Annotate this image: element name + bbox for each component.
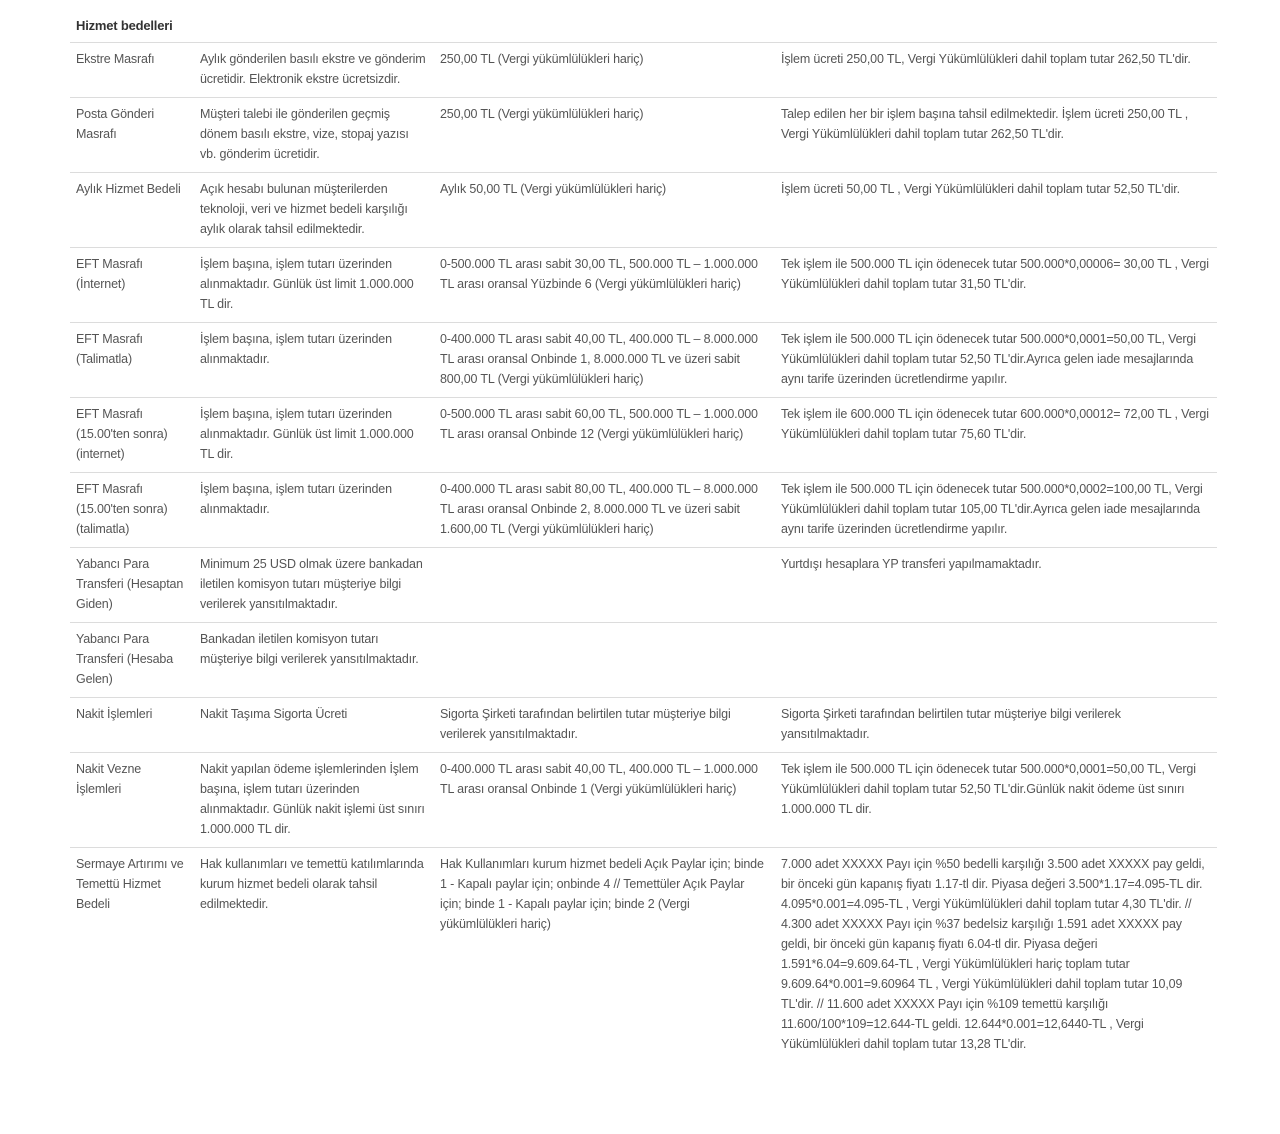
table-row — [70, 43, 1217, 98]
fee-section — [70, 8, 1217, 1062]
service-name-cell: EFT Masrafı (15.00'ten sonra) (internet) — [70, 398, 194, 473]
service-name-cell: EFT Masrafı (İnternet) — [70, 248, 194, 323]
fee-amount-cell: 0-400.000 TL arası sabit 80,00 TL, 400.000 TL – 8.000.000 TL arası oransal Onbinde 2, 8.000.000 TL ve üzeri sabit 1.600,00 TL (Vergi yükümlülükleri hariç) — [434, 473, 775, 548]
service-description-cell: Açık hesabı bulunan müşterilerden teknoloji, veri ve hizmet bedeli karşılığı aylık olarak tahsil edilmektedir. — [194, 173, 434, 248]
fee-example-cell: Sigorta Şirketi tarafından belirtilen tutar müşteriye bilgi verilerek yansıtılmaktadır. — [775, 698, 1217, 753]
table-row — [70, 623, 1217, 698]
fee-example-cell: Talep edilen her bir işlem başına tahsil edilmektedir. İşlem ücreti 250,00 TL , Vergi Yükümlülükleri dahil toplam tutar 262,50 TL'dir. — [775, 98, 1217, 173]
fee-amount-cell: Aylık 50,00 TL (Vergi yükümlülükleri hariç) — [434, 173, 775, 248]
fee-example-cell: İşlem ücreti 250,00 TL, Vergi Yükümlülükleri dahil toplam tutar 262,50 TL'dir. — [775, 43, 1217, 98]
service-name-cell: EFT Masrafı (15.00'ten sonra) (talimatla) — [70, 473, 194, 548]
fee-amount-cell: 250,00 TL (Vergi yükümlülükleri hariç) — [434, 98, 775, 173]
service-description-cell: Hak kullanımları ve temettü katılımlarında kurum hizmet bedeli olarak tahsil edilmektedir. — [200, 857, 424, 911]
table-row — [70, 698, 1217, 753]
fee-amount-cell: 250,00 TL (Vergi yükümlülükleri hariç) — [434, 43, 775, 98]
table-row — [70, 323, 1217, 398]
service-description-cell: İşlem başına, işlem tutarı üzerinden alınmaktadır. — [194, 473, 434, 548]
table-row — [70, 548, 1217, 623]
service-name-cell: Nakit Vezne İşlemleri — [70, 753, 194, 848]
fee-example-cell: Yurtdışı hesaplara YP transferi yapılmamaktadır. — [775, 548, 1217, 623]
fee-example-cell: Tek işlem ile 500.000 TL için ödenecek tutar 500.000*0,0001=50,00 TL, Vergi Yükümlülükleri dahil toplam tutar 52,50 TL'dir.Ayrıca gelen iade mesajlarında aynı tarife üzerinden ücretlendirme yapılır. — [775, 323, 1217, 398]
fee-example-cell: Tek işlem ile 500.000 TL için ödenecek tutar 500.000*0,0002=100,00 TL, Vergi Yükümlülükleri dahil toplam tutar 105,00 TL'dir.Ayrıca gelen iade mesajlarında aynı tarife üzerinden ücretlendirme yapılır. — [775, 473, 1217, 548]
service-description-cell: Müşteri talebi ile gönderilen geçmiş dönem basılı ekstre, vize, stopaj yazısı vb. gönderim ücretidir. — [194, 98, 434, 173]
service-description-cell: İşlem başına, işlem tutarı üzerinden alınmaktadır. Günlük üst limit 1.000.000 TL dir. — [194, 398, 434, 473]
fee-amount-cell: Hak Kullanımları kurum hizmet bedeli Açık Paylar için; binde 1 - Kapalı paylar için; onbinde 4 // Temettüler Açık Paylar için; binde 1 - Kapalı paylar için; binde 2 (Vergi yükümlülükleri hariç) — [440, 857, 764, 931]
service-description-cell: Nakit Taşıma Sigorta Ücreti — [194, 698, 434, 753]
service-name-cell: Yabancı Para Transferi (Hesaptan Giden) — [70, 548, 194, 623]
service-name-cell: Posta Gönderi Masrafı — [70, 98, 194, 173]
fee-example-cell: Tek işlem ile 500.000 TL için ödenecek tutar 500.000*0,00006= 30,00 TL , Vergi Yükümlülükleri dahil toplam tutar 31,50 TL'dir. — [775, 248, 1217, 323]
table-row — [70, 753, 1217, 848]
fee-example-cell: Tek işlem ile 600.000 TL için ödenecek tutar 600.000*0,00012= 72,00 TL , Vergi Yükümlülükleri dahil toplam tutar 75,60 TL'dir. — [775, 398, 1217, 473]
service-description-cell: Minimum 25 USD olmak üzere bankadan iletilen komisyon tutarı müşteriye bilgi verilerek yansıtılmaktadır. — [194, 548, 434, 623]
service-name-cell: Aylık Hizmet Bedeli — [70, 173, 194, 248]
table-row — [70, 98, 1217, 173]
fee-example-cell: 7.000 adet XXXXX Payı için %50 bedelli karşılığı 3.500 adet XXXXX pay geldi, bir önceki gün kapanış fiyatı 1.17-tl dir. Piyasa değeri 3.500*1.17=4.095-TL dir. 4.095*0.001=4.095-TL , Vergi Yükümlülükleri dahil toplam tutar 4,30 TL'dir. // 4.300 adet XXXXX Payı için %37 bedelsiz karşılığı 1.591 adet XXXXX pay geldi, bir önceki gün kapanış fiyatı 6.04-tl dir. Piyasa değeri 1.591*6.04=9.609.64-TL , Vergi Yükümlülükleri hariç toplam tutar 9.609.64*0.001=9.60964 TL , Vergi Yükümlülükleri dahil toplam tutar 10,09 TL'dir. // 11.600 adet XXXXX Payı için %109 temettü karşılığı 11.600/100*109=12.644-TL geldi. 12.644*0.001=12,6440-TL , Vergi Yükümlülükleri dahil toplam tutar 13,28 TL'dir. — [781, 857, 1205, 1051]
fee-example-cell — [775, 623, 1217, 698]
fee-amount-cell: 0-400.000 TL arası sabit 40,00 TL, 400.000 TL – 8.000.000 TL arası oransal Onbinde 1, 8.000.000 TL ve üzeri sabit 800,00 TL (Vergi yükümlülükleri hariç) — [434, 323, 775, 398]
table-row — [70, 398, 1217, 473]
table-row — [70, 848, 1217, 1063]
service-description-cell: İşlem başına, işlem tutarı üzerinden alınmaktadır. — [194, 323, 434, 398]
fee-amount-cell: Sigorta Şirketi tarafından belirtilen tutar müşteriye bilgi verilerek yansıtılmaktadır. — [434, 698, 775, 753]
fee-example-cell: Tek işlem ile 500.000 TL için ödenecek tutar 500.000*0,0001=50,00 TL, Vergi Yükümlülükleri dahil toplam tutar 52,50 TL'dir.Günlük nakit ödeme üst sınırı 1.000.000 TL dir. — [775, 753, 1217, 848]
fee-table — [70, 43, 1217, 1062]
fee-amount-cell — [434, 623, 775, 698]
fee-table-body — [70, 43, 1217, 1062]
fee-amount-cell — [434, 548, 775, 623]
service-description-cell: İşlem başına, işlem tutarı üzerinden alınmaktadır. Günlük üst limit 1.000.000 TL dir. — [194, 248, 434, 323]
service-description-cell: Bankadan iletilen komisyon tutarı müşteriye bilgi verilerek yansıtılmaktadır. — [194, 623, 434, 698]
fee-amount-cell: 0-400.000 TL arası sabit 40,00 TL, 400.000 TL – 1.000.000 TL arası oransal Onbinde 1 (Vergi yükümlülükleri hariç) — [434, 753, 775, 848]
fee-example-cell: İşlem ücreti 50,00 TL , Vergi Yükümlülükleri dahil toplam tutar 52,50 TL'dir. — [775, 173, 1217, 248]
service-name-cell: Ekstre Masrafı — [70, 43, 194, 98]
section-title: Hizmet bedelleri — [70, 8, 1217, 43]
service-name-cell: Nakit İşlemleri — [70, 698, 194, 753]
fee-amount-cell: 0-500.000 TL arası sabit 30,00 TL, 500.000 TL – 1.000.000 TL arası oransal Yüzbinde 6 (Vergi yükümlülükleri hariç) — [434, 248, 775, 323]
service-description-cell: Nakit yapılan ödeme işlemlerinden İşlem başına, işlem tutarı üzerinden alınmaktadır. Günlük nakit işlemi üst sınırı 1.000.000 TL dir. — [194, 753, 434, 848]
service-name-cell: Yabancı Para Transferi (Hesaba Gelen) — [70, 623, 194, 698]
fee-amount-cell: 0-500.000 TL arası sabit 60,00 TL, 500.000 TL – 1.000.000 TL arası oransal Onbinde 12 (Vergi yükümlülükleri hariç) — [434, 398, 775, 473]
service-description-cell: Aylık gönderilen basılı ekstre ve gönderim ücretidir. Elektronik ekstre ücretsizdir. — [194, 43, 434, 98]
table-row — [70, 173, 1217, 248]
table-row — [70, 473, 1217, 548]
service-name-cell: Sermaye Artırımı ve Temettü Hizmet Bedeli — [76, 857, 184, 911]
table-row — [70, 248, 1217, 323]
service-name-cell: EFT Masrafı (Talimatla) — [70, 323, 194, 398]
